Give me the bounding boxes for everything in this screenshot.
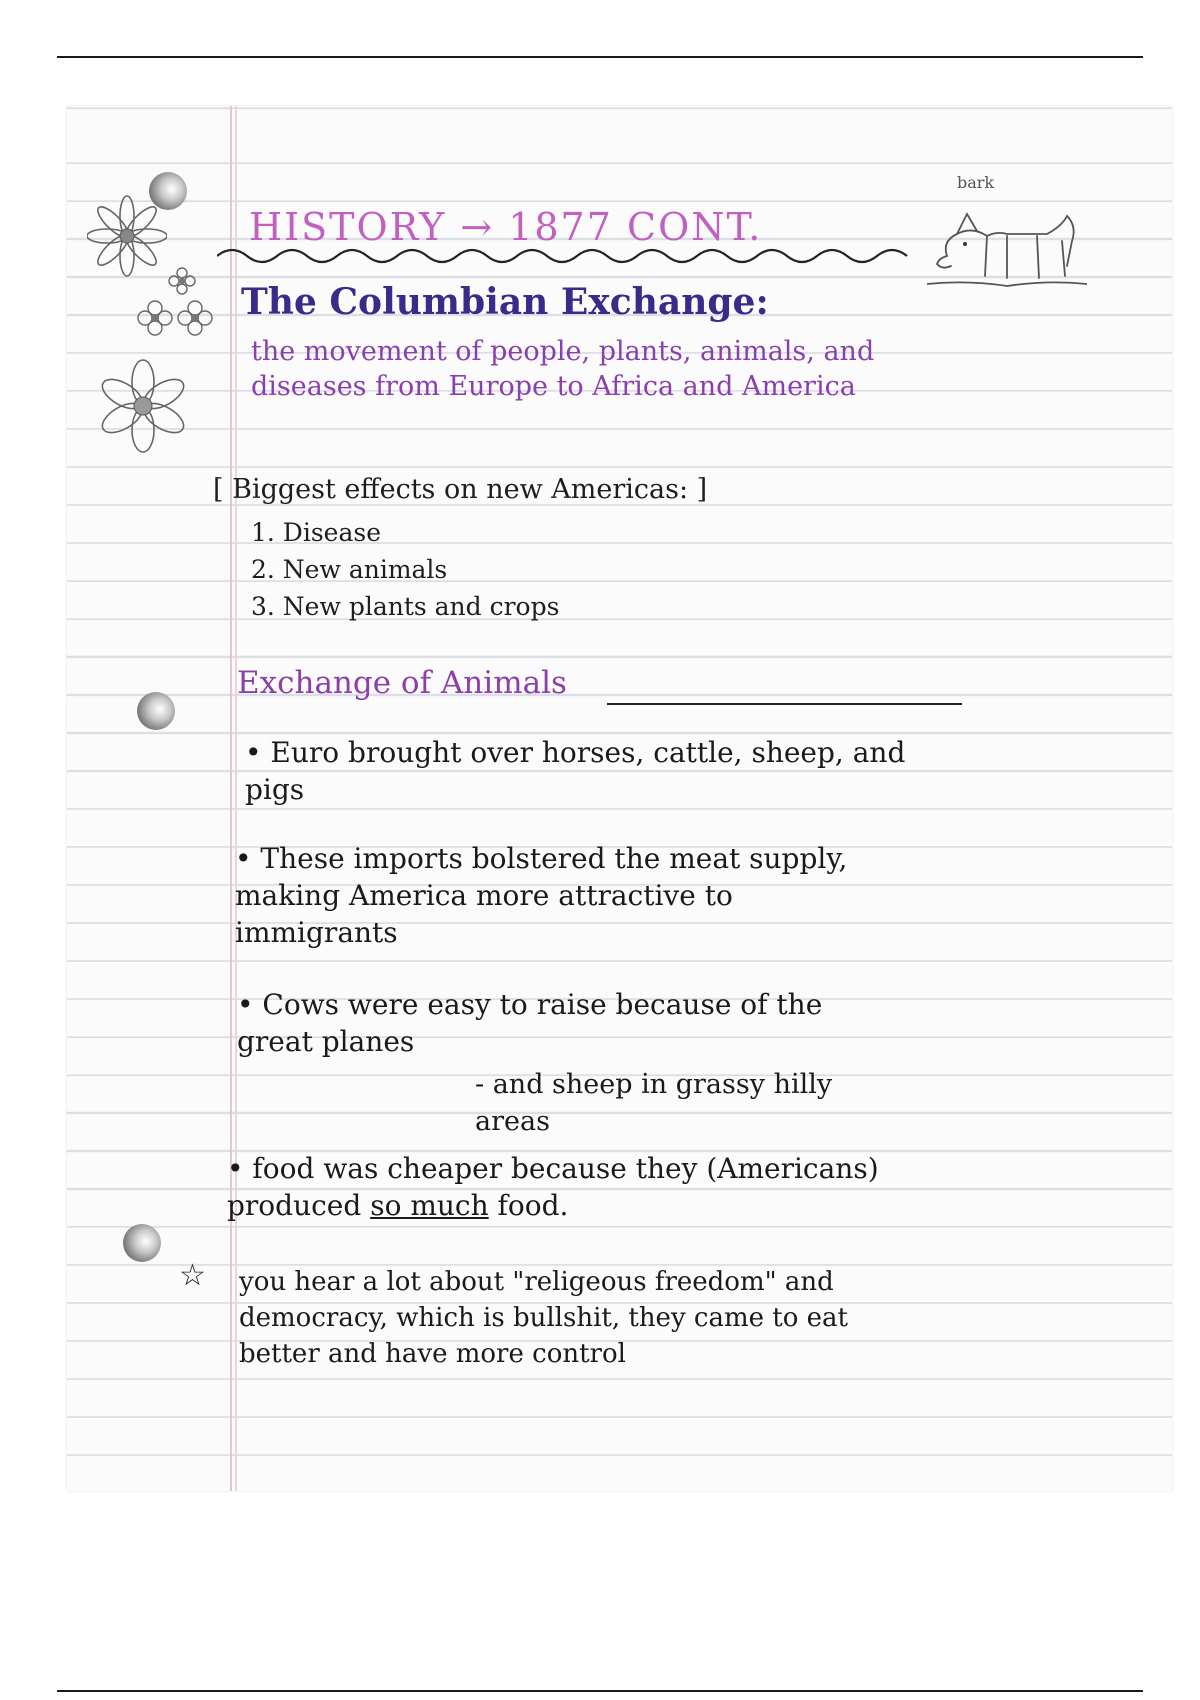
small-flower-icon	[167, 266, 197, 296]
heading-rule	[607, 703, 962, 705]
section-heading: Exchange of Animals	[237, 665, 567, 701]
list-item: 3. New plants and crops	[251, 592, 560, 621]
bullet-note: • These imports bolstered the meat supply, making America more attractive to immigrants	[235, 842, 848, 949]
punch-hole	[123, 1224, 161, 1262]
small-flower-icon	[137, 296, 217, 346]
page-title: HISTORY → 1877 CONT.	[249, 205, 763, 249]
bullet-subnote: - and sheep in grassy hilly areas	[475, 1069, 833, 1137]
list-item: 2. New animals	[251, 555, 448, 584]
daisy-flower-icon	[93, 356, 193, 456]
star-note: you hear a lot about "religeous freedom" and democracy, which is bullshit, they came to eat better and have more control	[239, 1267, 848, 1369]
notebook-page	[67, 106, 1172, 1491]
doodle-caption: bark	[957, 173, 995, 192]
star-icon: ☆	[179, 1258, 206, 1293]
bullet-note: • Euro brought over horses, cattle, sheep, and pigs	[245, 736, 906, 806]
effects-list	[251, 514, 559, 625]
bullet-note-food	[227, 1150, 987, 1224]
list-item: 1. Disease	[251, 518, 381, 547]
food-text: • food was cheaper because they (Americans) produced	[227, 1152, 879, 1222]
margin-line-inner	[235, 106, 237, 1491]
punch-hole	[137, 692, 175, 730]
daisy-flower-icon	[87, 194, 167, 294]
effects-heading: [ Biggest effects on new Americas: ]	[213, 474, 708, 505]
page-bottom-rule	[57, 1690, 1143, 1692]
margin-line	[230, 106, 232, 1491]
definition-text: the movement of people, plants, animals, and diseases from Europe to Africa and America	[251, 336, 875, 402]
food-emphasis: so much	[370, 1189, 489, 1222]
page-top-rule	[57, 56, 1143, 58]
food-text-end: food.	[488, 1189, 569, 1222]
wavy-underline	[217, 244, 917, 268]
section-subtitle: The Columbian Exchange:	[241, 281, 769, 323]
dog-doodle-icon	[927, 196, 1087, 296]
bullet-note: • Cows were easy to raise because of the great planes	[237, 988, 823, 1058]
